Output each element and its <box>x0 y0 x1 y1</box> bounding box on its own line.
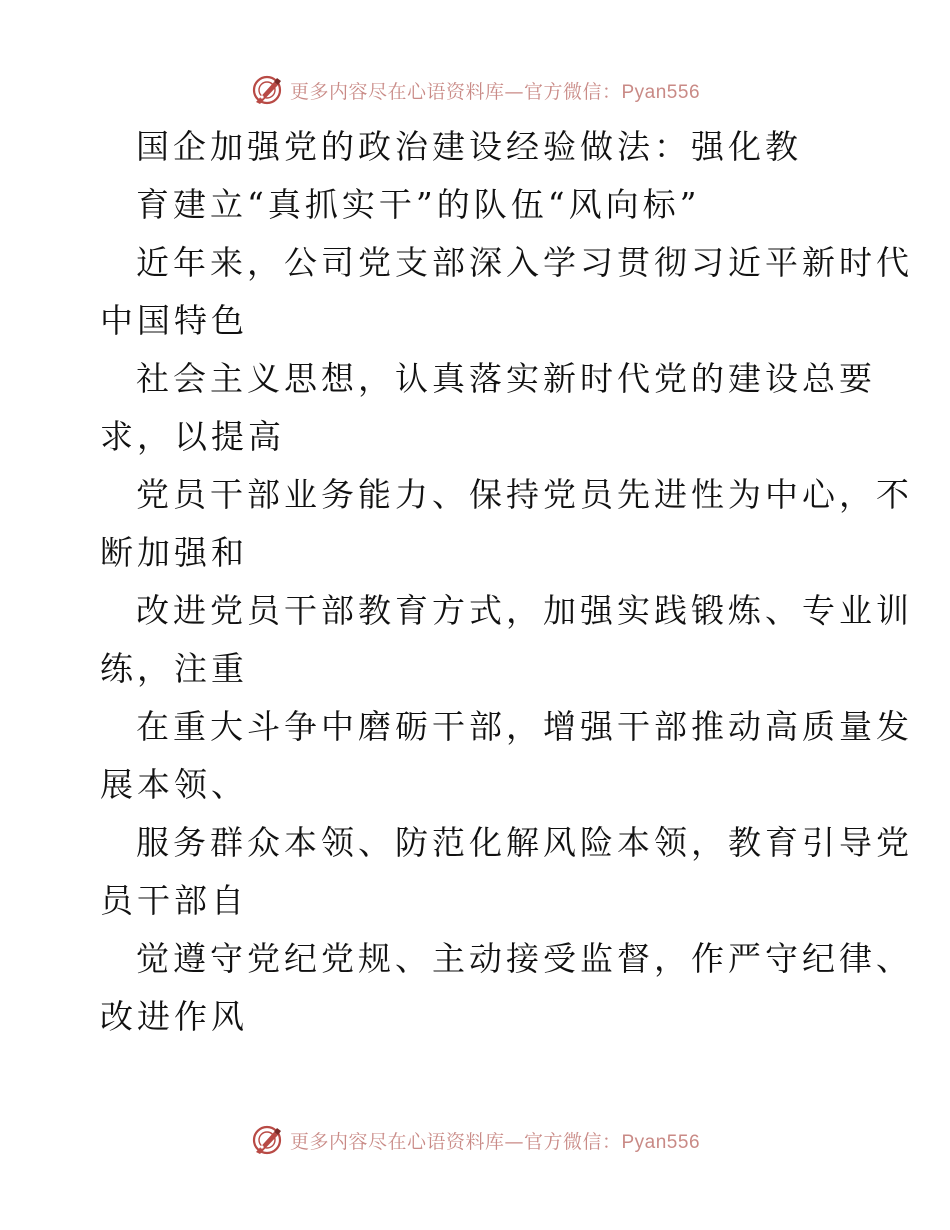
paragraph-line: 改进党员干部教育方式，加强实践锻炼、专业训 <box>136 591 913 630</box>
paragraph-line: 展本领、 <box>100 765 248 804</box>
footer-wechat-id: Pyan556 <box>621 1131 701 1153</box>
paragraph-line: 社会主义思想，认真落实新时代党的建设总要 <box>136 359 876 398</box>
paragraph-line: 服务群众本领、防范化解风险本领，教育引导党 <box>136 823 913 862</box>
footer-watermark-banner <box>0 1122 950 1158</box>
header-watermark-banner <box>0 72 950 108</box>
paragraph-line: 党员干部业务能力、保持党员先进性为中心，不 <box>136 475 913 514</box>
paragraph-line: 改进作风 <box>100 997 248 1036</box>
pen-logo-icon <box>250 1123 284 1157</box>
paragraph-line: 求，以提高 <box>100 417 285 456</box>
paragraph-line: 员干部自 <box>100 881 248 920</box>
document-body <box>100 118 913 1046</box>
paragraph-line: 断加强和 <box>100 533 248 572</box>
title-line-2: 育建立“真抓实干”的队伍“风向标” <box>136 185 701 224</box>
header-wechat-id: Pyan556 <box>621 81 701 103</box>
paragraph-line: 近年来，公司党支部深入学习贯彻习近平新时代 <box>136 243 913 282</box>
title-line-1: 国企加强党的政治建设经验做法：强化教 <box>136 127 802 166</box>
paragraph-line: 中国特色 <box>100 301 248 340</box>
header-watermark-text: 更多内容尽在心语资料库—官方微信：Pyan556 <box>289 80 701 103</box>
footer-watermark-text: 更多内容尽在心语资料库—官方微信：Pyan556 <box>289 1130 701 1153</box>
paragraph-line: 在重大斗争中磨砺干部，增强干部推动高质量发 <box>136 707 913 746</box>
paragraph-line: 练，注重 <box>100 649 248 688</box>
pen-logo-icon <box>250 73 284 107</box>
paragraph-line: 觉遵守党纪党规、主动接受监督，作严守纪律、 <box>136 939 913 978</box>
